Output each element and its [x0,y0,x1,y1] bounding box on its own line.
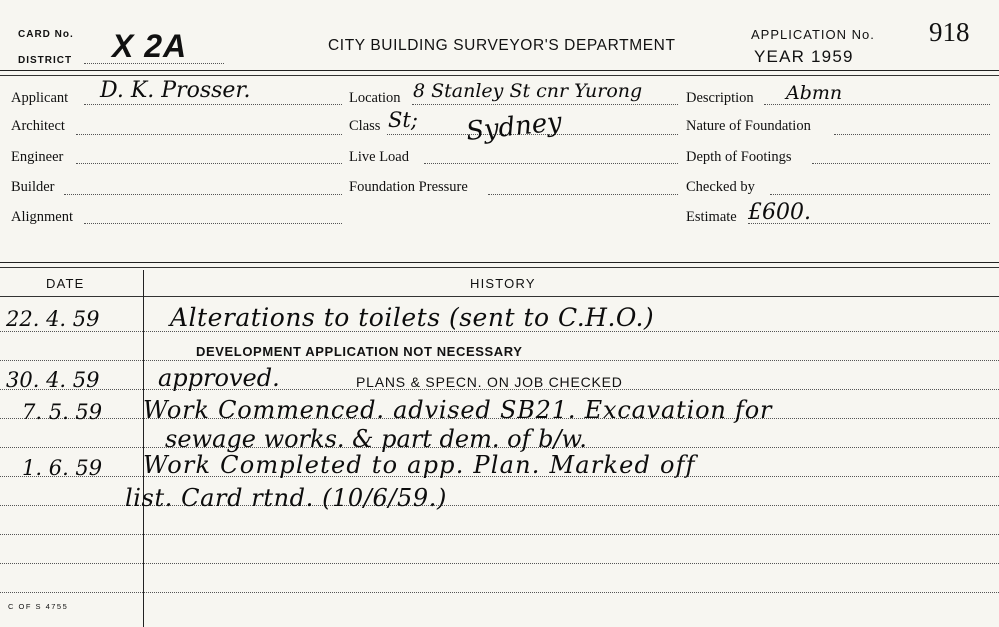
architect-line [76,134,342,135]
description-value: Abmn [786,82,843,104]
nature-of-foundation-label: Nature of Foundation [686,118,811,134]
application-no-label: APPLICATION No. [751,27,875,42]
applicant-line [84,104,342,105]
card-no-value: X 2A [112,28,188,64]
form-code: C OF S 4755 [8,602,69,611]
history-text: Alterations to toilets (sent to C.H.O.) [170,303,655,332]
history-rule-top [0,262,999,263]
depth-of-footings-label: Depth of Footings [686,149,792,165]
card-no-label: CARD No. [18,29,74,40]
nature-of-foundation-line [834,134,990,135]
description-label: Description [686,90,754,106]
history-text: sewage works. & part dem. of b/w. [165,425,587,453]
builder-line [64,194,342,195]
history-date: 7. 5. 59 [22,400,103,424]
history-text: list. Card rtnd. (10/6/59.) [125,484,447,512]
checked-by-line [770,194,990,195]
location-line [412,104,678,105]
typed-note: PLANS & SPECN. ON JOB CHECKED [356,374,623,390]
location-label: Location [349,90,401,106]
class-value: St; [388,108,418,132]
alignment-line [84,223,342,224]
district-label: DISTRICT [18,55,73,66]
estimate-value: £600. [748,200,811,225]
builder-label: Builder [11,179,55,195]
location-value: 8 Stanley St cnr Yurong [413,80,643,102]
alignment-label: Alignment [11,209,74,225]
history-line [0,534,999,535]
history-header-rule [0,296,999,297]
date-column-header: DATE [46,276,85,291]
engineer-line [76,163,342,164]
history-column-header: HISTORY [470,276,536,291]
history-date: 1. 6. 59 [22,456,103,480]
foundation-pressure-line [488,194,678,195]
history-line [0,592,999,593]
history-date: 22. 4. 59 [6,307,100,331]
live-load-line [424,163,678,164]
description-line [764,104,990,105]
history-line [0,563,999,564]
history-text: approved. [158,364,280,392]
foundation-pressure-label: Foundation Pressure [349,179,468,195]
class-label: Class [349,118,381,134]
class-extra-value: Sydney [464,107,564,147]
history-text: Work Completed to app. Plan. Marked off [143,451,696,479]
date-column-divider [143,270,144,627]
engineer-label: Engineer [11,149,64,165]
live-load-label: Live Load [349,149,409,165]
history-text: Work Commenced. advised SB21. Excavation for [143,396,773,424]
development-application-stamp: DEVELOPMENT APPLICATION NOT NECESSARY [196,344,523,359]
history-date: 30. 4. 59 [6,368,100,392]
history-rule-second [0,267,999,268]
applicant-label: Applicant [11,90,69,106]
department-title: CITY BUILDING SURVEYOR'S DEPARTMENT [328,37,676,54]
checked-by-label: Checked by [686,179,755,195]
applicant-value: D. K. Prosser. [100,78,251,103]
application-no-value: 918 [929,17,970,47]
header-rule-top [0,70,999,71]
estimate-label: Estimate [686,209,737,225]
year-label: YEAR 1959 [754,47,854,66]
depth-of-footings-line [812,163,990,164]
history-line [0,360,999,361]
architect-label: Architect [11,118,65,134]
header-rule-bottom [0,75,999,76]
